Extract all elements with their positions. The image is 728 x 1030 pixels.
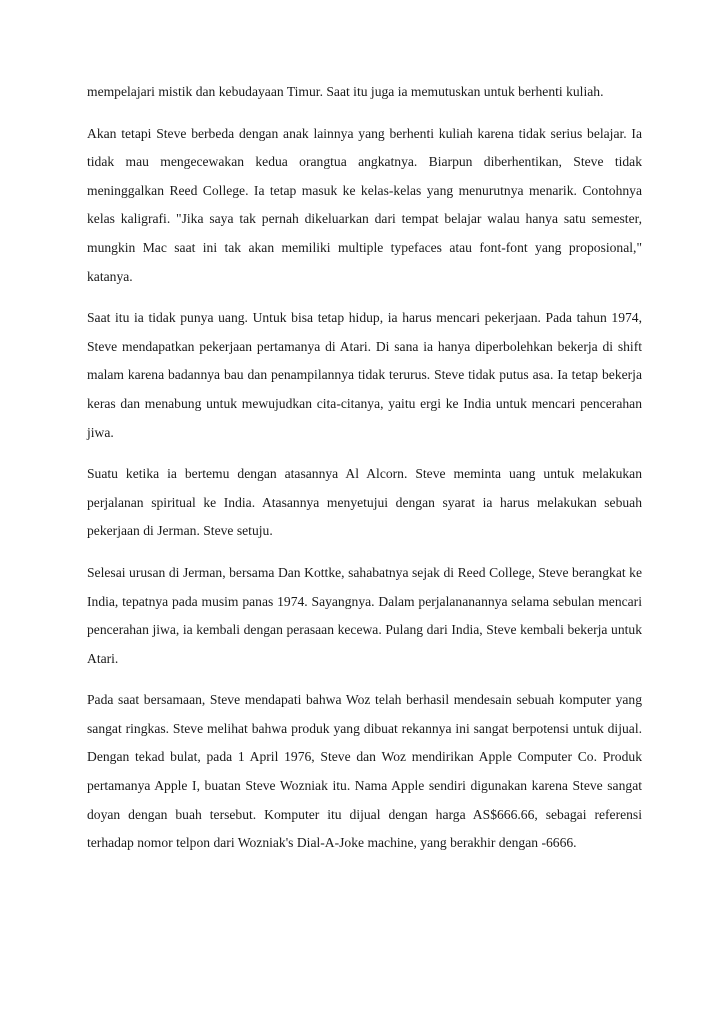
- document-page: [87, 78, 642, 871]
- paragraph-2: Akan tetapi Steve berbeda dengan anak lainnya yang berhenti kuliah karena tidak serius belajar. Ia tidak mau mengecewakan kedua orangtua angkatnya. Biarpun diberhentikan, Steve tidak meninggalkan Reed College. Ia tetap masuk ke kelas-kelas yang menurutnya menarik. Contohnya kelas kaligrafi. "Jika saya tak pernah dikeluarkan dari tempat belajar walau hanya satu semester, mungkin Mac saat ini tak akan memiliki multiple typefaces atau font-font yang proposional," katanya.: [87, 125, 642, 284]
- paragraph-3: Saat itu ia tidak punya uang. Untuk bisa tetap hidup, ia harus mencari pekerjaan. Pada tahun 1974, Steve mendapatkan pekerjaan pertamanya di Atari. Di sana ia hanya diperbolehkan bekerja di shift malam karena badannya bau dan penampilannya tidak terurus. Steve tidak putus asa. Ia tetap bekerja keras dan menabung untuk mewujudkan cita-citanya, yaitu ergi ke India untuk mencari pencerahan jiwa.: [87, 310, 642, 440]
- paragraph-5: Selesai urusan di Jerman, bersama Dan Kottke, sahabatnya sejak di Reed College, Steve berangkat ke India, tepatnya pada musim panas 1974. Sayangnya. Dalam perjalananannya selama sebulan mencari pencerahan jiwa, ia kembali dengan perasaan kecewa. Pulang dari India, Steve kembali bekerja untuk Atari.: [87, 564, 642, 666]
- paragraph-6: Pada saat bersamaan, Steve mendapati bahwa Woz telah berhasil mendesain sebuah komputer yang sangat ringkas. Steve melihat bahwa produk yang dibuat rekannya ini sangat berpotensi untuk dijual. Dengan tekad bulat, pada 1 April 1976, Steve dan Woz mendirikan Apple Computer Co. Produk pertamanya Apple I, buatan Steve Wozniak itu. Nama Apple sendiri digunakan karena Steve sangat doyan dengan buah tersebut. Komputer itu dijual dengan harga AS$666.66, sebagai referensi terhadap nomor telpon dari Wozniak's Dial-A-Joke machine, yang berakhir dengan -6666.: [87, 692, 642, 851]
- paragraph-1: mempelajari mistik dan kebudayaan Timur. Saat itu juga ia memutuskan untuk berhenti kuliah.: [87, 84, 604, 99]
- paragraph-4: Suatu ketika ia bertemu dengan atasannya Al Alcorn. Steve meminta uang untuk melakukan perjalanan spiritual ke India. Atasannya menyetujui dengan syarat ia harus melakukan sebuah pekerjaan di Jerman. Steve setuju.: [87, 466, 642, 539]
